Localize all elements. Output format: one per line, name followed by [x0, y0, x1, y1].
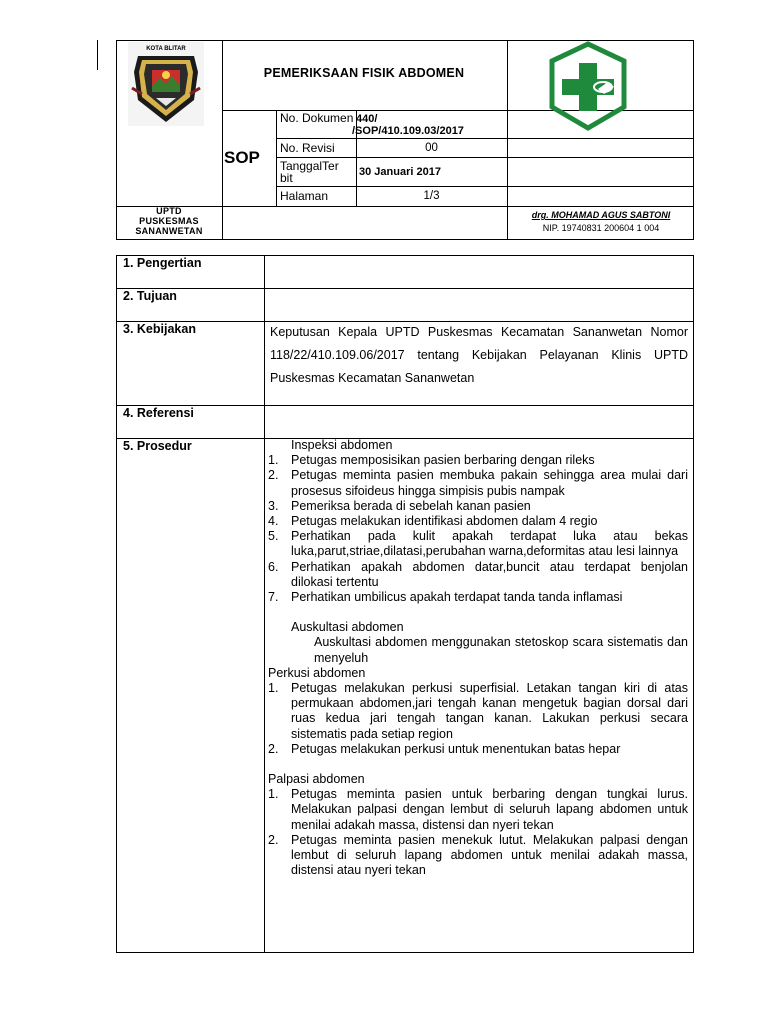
list-item: 1. Petugas melakukan perkusi superfisial. Letakan tangan kiri di atas permukaan abdomen,jari tengah kanan mengetuk bagian dorsal dari ruas kedua jari tengah tangan kanan. Lakukan perkusi secara sistematis pada setiap region — [268, 681, 688, 741]
org-line-3: SANANWETAN — [135, 226, 203, 236]
list-item: 1. Petugas meminta pasien untuk berbaring dengan tungkai lurus. Melakukan palpasi dengan lembut di seluruh lapang abdomen untuk menilai adakah massa, distensi dan nyeri tekan — [268, 787, 688, 832]
tanggal-terbit-label: TanggalTer bit — [280, 159, 339, 185]
list-item: 1. Petugas memposisikan pasien berbaring dengan rileks — [268, 453, 595, 468]
section-kebijakan: 3. Kebijakan — [123, 322, 196, 336]
organization-name — [116, 206, 222, 236]
halaman-value: 1/3 — [423, 190, 440, 202]
signer-name: drg. MOHAMAD AGUS SABTONI — [531, 210, 671, 220]
sop-label: SOP — [224, 148, 260, 167]
no-revisi-label: No. Revisi — [280, 141, 335, 155]
section-pengertian: 1. Pengertian — [123, 256, 202, 270]
list-item: 2. Petugas meminta pasien menekuk lutut. Melakukan palpasi dengan lembut di seluruh lapang abdomen untuk menilai adakah massa, distensi atau nyeri tekan — [268, 832, 688, 878]
list-item: 2. Petugas melakukan perkusi untuk menentukan batas hepar — [268, 741, 621, 756]
list-item: 5. Perhatikan pada kulit apakah terdapat luka atau bekas luka,parut,striae,dilatasi,perubahan warna,deformitas atau lesi lainnya — [268, 529, 688, 559]
prosedur-content — [268, 438, 688, 878]
org-line-2: PUSKESMAS — [139, 216, 199, 226]
list-item: 3. Pemeriksa berada di sebelah kanan pasien — [268, 498, 531, 513]
section-prosedur: 5. Prosedur — [123, 439, 192, 453]
section-referensi: 4. Referensi — [123, 406, 194, 420]
no-dokumen-value-2: /SOP/410.109.03/2017 — [352, 125, 464, 137]
section-tujuan: 2. Tujuan — [123, 289, 177, 303]
auskultasi-title: Auskultasi abdomen — [291, 620, 404, 635]
palpasi-title: Palpasi abdomen — [268, 772, 365, 787]
tanggal-terbit-value: 30 Januari 2017 — [359, 166, 441, 178]
list-item: 4. Petugas melakukan identifikasi abdomen dalam 4 regio — [268, 514, 598, 529]
kota-blitar-logo — [128, 42, 204, 126]
auskultasi-text: Auskultasi abdomen menggunakan stetoskop scara sistematis dan menyeluh — [314, 635, 688, 665]
sop-header-table — [116, 40, 694, 240]
perkusi-title: Perkusi abdomen — [268, 665, 366, 680]
list-item: 6. Perhatikan apakah abdomen datar,buncit atau terdapat benjolan dilokasi tertentu — [268, 559, 688, 589]
signer-nip: NIP. 19740831 200604 1 004 — [542, 223, 660, 233]
text-cursor — [97, 40, 98, 70]
no-revisi-value: 00 — [425, 142, 438, 154]
sop-content-table — [116, 255, 694, 953]
no-dokumen-value-1: 440/ — [356, 113, 378, 125]
logo-text: KOTA BLITAR — [146, 46, 186, 52]
list-item: 2. Petugas meminta pasien membuka pakain sehingga area mulai dari prosesus sifoideus hingga simpisis pubis nampak — [268, 468, 688, 498]
document-title: PEMERIKSAAN FISIK ABDOMEN — [263, 66, 465, 80]
kebijakan-text: Keputusan Kepala UPTD Puskesmas Kecamatan Sananwetan Nomor 118/22/410.109.06/2017 tentang Kebijakan Pelayanan Klinis UPTD Puskesmas Kecamatan Sananwetan — [270, 325, 688, 385]
halaman-label: Halaman — [280, 189, 329, 203]
org-line-1: UPTD — [156, 206, 182, 216]
no-dokumen-label: No. Dokumen — [280, 111, 354, 125]
list-item: 7. Perhatikan umbilicus apakah terdapat tanda tanda inflamasi — [268, 590, 623, 605]
inspeksi-title: Inspeksi abdomen — [291, 438, 393, 452]
puskesmas-logo — [548, 41, 628, 131]
